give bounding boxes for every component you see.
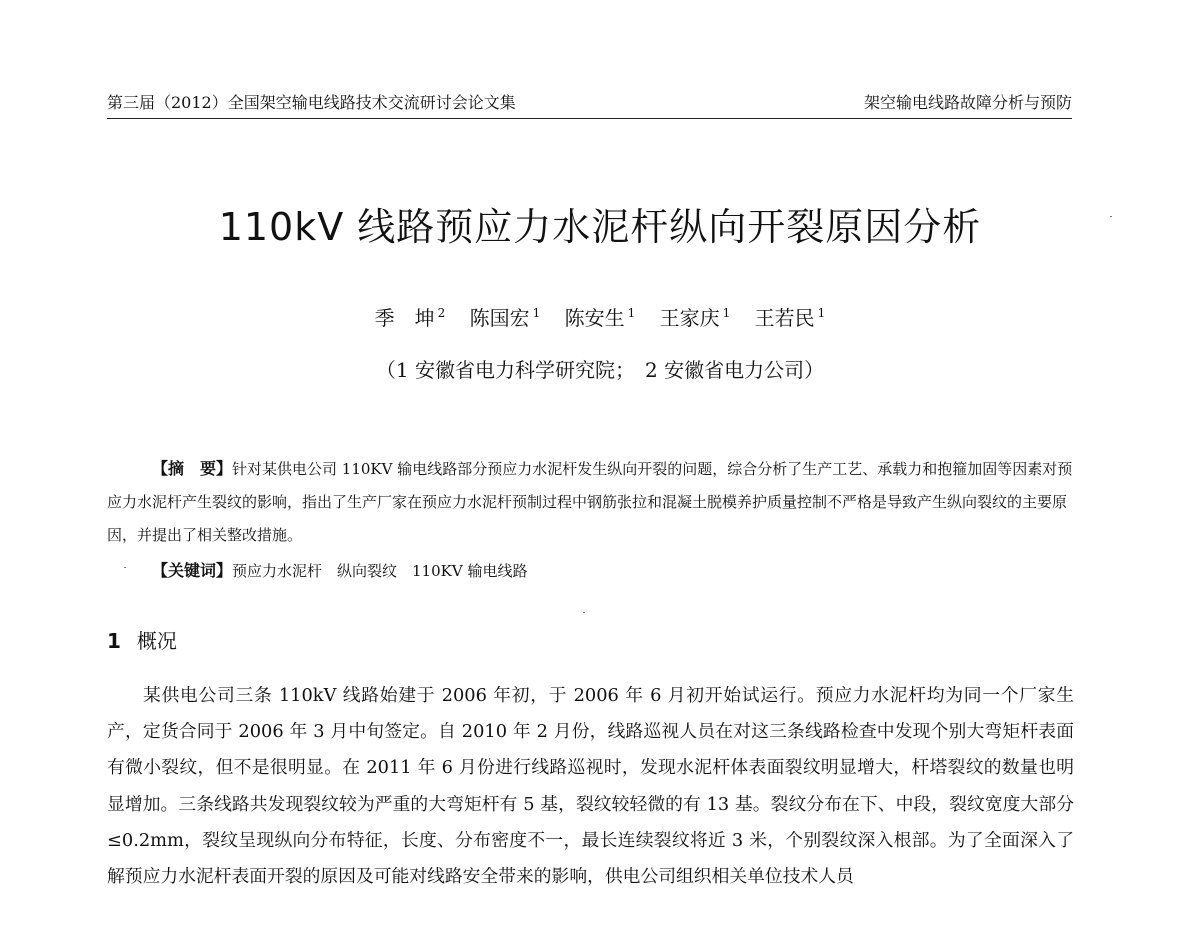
author-list <box>0 302 1200 331</box>
header-left-text: 第三届（2012）全国架空输电线路技术交流研讨会论文集 <box>107 93 516 112</box>
scan-speck <box>1110 216 1112 217</box>
author-affiliation-mark: 1 <box>722 306 731 321</box>
author: 陈国宏 $^1$ <box>469 306 541 330</box>
keywords-text: 预应力水泥杆 纵向裂纹 110KV 输电线路 <box>232 562 528 580</box>
scan-speck <box>583 612 585 613</box>
paper-title: 110kV 线路预应力水泥杆纵向开裂原因分析 <box>218 205 982 249</box>
author-affiliation-mark: 1 <box>627 306 636 321</box>
keywords <box>107 554 1074 588</box>
section-heading <box>107 625 177 654</box>
author-affiliation-mark: 1 <box>817 306 826 321</box>
author: 王家庆 $^1$ <box>659 306 731 330</box>
keywords-label: 【关键词】 <box>152 561 233 580</box>
author: 陈安生 $^1$ <box>564 306 636 330</box>
affiliation-line: （1 安徽省电力科学研究院； 2 安徽省电力公司） <box>375 358 825 382</box>
section-number: 1 <box>107 629 121 653</box>
author: 季 坤 $^2$ <box>374 306 446 330</box>
abstract <box>107 452 1074 552</box>
section-title: 概况 <box>136 629 177 653</box>
abstract-text: 针对某供电公司 110KV 输电线路部分预应力水泥杆发生纵向开裂的问题，综合分析了生产工艺、承载力和抱箍加固等因素对预应力水泥杆产生裂纹的影响，指出了生产厂家在预应力水泥杆预制过程中钢筋张拉和混凝土脱模养护质量控制不严格是导致产生纵向裂纹的主要原因，并提出了相关整改措施。 <box>107 460 1073 544</box>
author-affiliation-mark: 1 <box>532 306 541 321</box>
running-header <box>107 90 1072 119</box>
author-affiliation-mark: 2 <box>437 306 446 321</box>
scan-speck <box>124 567 126 568</box>
body-paragraph: 某供电公司三条 110kV 线路始建于 2006 年初，于 2006 年 6 月初开始试运行。预应力水泥杆均为同一个厂家生产，定货合同于 2006 年 3 月中旬签定。自 2010 年 2 月份，线路巡视人员在对这三条线路检查中发现个别大弯矩杆表面有微小裂纹，但不是很明显。在 2011 年 6 月份进行线路巡视时，发现水泥杆体表面裂纹明显增大，杆塔裂纹的数量也明显增加。三条线路共发现裂纹较为严重的大弯矩杆有 5 基，裂纹较轻微的有 13 基。裂纹分布在下、中段，裂纹宽度大部分≤0.2mm，裂纹呈现纵向分布特征，长度、分布密度不一，最长连续裂纹将近 3 米，个别裂纹深入根部。为了全面深入了解预应力水泥杆表面开裂的原因及可能对线路安全带来的影响，供电公司组织相关单位技术人员 <box>107 685 1074 888</box>
author: 王若民 $^1$ <box>754 306 826 330</box>
abstract-label: 【摘 要】 <box>152 459 233 478</box>
header-right-text: 架空输电线路故障分析与预防 <box>863 93 1072 112</box>
